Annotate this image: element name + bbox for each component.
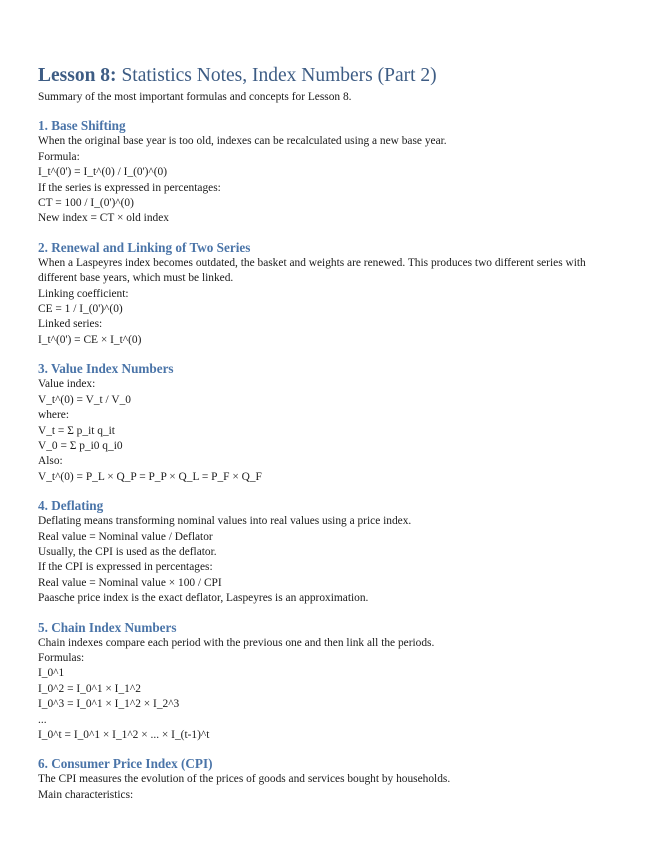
section-text-line: ...: [38, 713, 47, 726]
document-page: [38, 64, 618, 803]
sections-container: [38, 117, 618, 803]
section: [38, 117, 618, 226]
section-text-line: I_0^3 = I_0^1 × I_1^2 × I_2^3: [38, 698, 180, 711]
section-text-line: I_0^2 = I_0^1 × I_1^2: [38, 682, 141, 695]
section-text-line: If the CPI is expressed in percentages:: [38, 561, 213, 574]
section-text-line: Chain indexes compare each period with the previous one and then link all the periods.: [38, 636, 435, 649]
section-text-line: CE = 1 / I_(0')^(0): [38, 303, 123, 316]
section-heading: 1. Base Shifting: [38, 118, 126, 134]
section-text-line: I_t^(0') = I_t^(0) / I_(0')^(0): [38, 166, 168, 179]
section-text-line: where:: [38, 409, 69, 422]
title-text: Statistics Notes, Index Numbers (Part 2): [116, 65, 437, 86]
section: [38, 360, 618, 485]
section: [38, 239, 618, 348]
section-text-line: CT = 100 / I_(0')^(0): [38, 197, 134, 210]
section: [38, 619, 618, 744]
section-heading: 4. Deflating: [38, 498, 104, 514]
section-text-line: I_0^1: [38, 667, 65, 680]
section-text-line: Main characteristics:: [38, 788, 134, 801]
section-text-line: Real value = Nominal value × 100 / CPI: [38, 576, 222, 589]
section-text-line: I_t^(0') = CE × I_t^(0): [38, 333, 142, 346]
section-text-line: Linking coefficient:: [38, 287, 129, 300]
section-text-line: When the original base year is too old, indexes can be recalculated using a new base year.: [38, 135, 447, 148]
section-text-line: Linked series:: [38, 318, 103, 331]
section-heading: 2. Renewal and Linking of Two Series: [38, 239, 251, 255]
section: [38, 755, 618, 803]
section-text-line: I_0^t = I_0^1 × I_1^2 × ... × I_(t-1)^t: [38, 729, 210, 741]
section-text-line: Also:: [38, 455, 63, 468]
section-text-line: Value index:: [38, 378, 96, 391]
section-text-line: Deflating means transforming nominal values into real values using a price index.: [38, 515, 412, 528]
section-text-line: V_t^(0) = P_L × Q_P = P_P × Q_L = P_F × Q_F: [38, 470, 262, 483]
title-lesson-label: Lesson 8:: [38, 65, 117, 86]
section-text-line: V_t^(0) = V_t / V_0: [38, 393, 131, 406]
page-title: [38, 64, 618, 88]
section: [38, 497, 618, 606]
section-text-line: V_0 = Σ p_i0 q_i0: [38, 439, 123, 452]
section-heading: 3. Value Index Numbers: [38, 361, 174, 377]
section-text-line: Real value = Nominal value / Deflator: [38, 530, 213, 543]
section-heading: 6. Consumer Price Index (CPI): [38, 756, 213, 772]
section-text-line: Formulas:: [38, 651, 85, 664]
section-text-line: Formula:: [38, 150, 80, 163]
section-text-line: If the series is expressed in percentages:: [38, 181, 221, 194]
section-text-line: New index = CT × old index: [38, 212, 169, 225]
section-text-line: Usually, the CPI is used as the deflator.: [38, 545, 217, 558]
section-text-line: The CPI measures the evolution of the prices of goods and services bought by households.: [38, 773, 451, 786]
section-text-line: Paasche price index is the exact deflator, Laspeyres is an approximation.: [38, 592, 369, 605]
section-text-line: When a Laspeyres index becomes outdated, the basket and weights are renewed. This produces two different series with different base years, which must be linked.: [38, 256, 589, 285]
section-heading: 5. Chain Index Numbers: [38, 619, 177, 635]
section-text-line: V_t = Σ p_it q_it: [38, 424, 115, 437]
page-subtitle: Summary of the most important formulas and concepts for Lesson 8.: [38, 91, 352, 103]
